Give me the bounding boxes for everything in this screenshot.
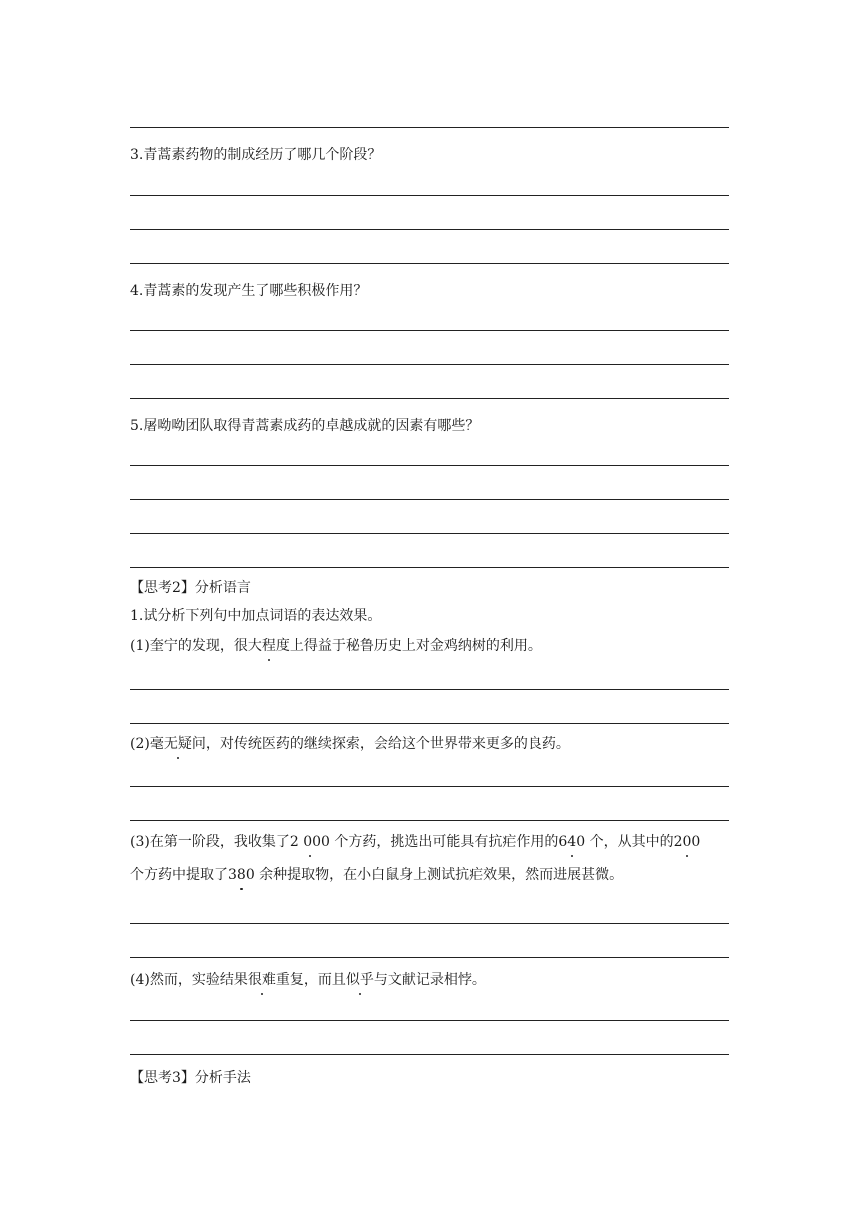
- section-heading-think2: 【思考2】分析语言: [130, 580, 251, 596]
- sentence-text: 个，从其中的: [585, 834, 674, 850]
- answer-line: [130, 786, 729, 787]
- answer-line: [130, 533, 729, 534]
- sentence-text: 重复，而且: [275, 972, 346, 988]
- answer-line: [130, 689, 729, 690]
- answer-line: [130, 330, 729, 331]
- dotted-phrase: 毫无疑问: [149, 736, 206, 752]
- sentence-text: (1)奎宁的发现，: [130, 638, 234, 654]
- answer-line: [130, 1020, 729, 1021]
- dotted-number: 200: [673, 834, 701, 850]
- answer-line: [130, 723, 729, 724]
- sentence-item-3-line1: [130, 832, 700, 852]
- sentence-item-3-line2: [130, 865, 623, 885]
- sentence-item-2: [130, 734, 570, 754]
- answer-line: [130, 195, 729, 196]
- sentence-text: 与文献记录相悖。: [373, 972, 486, 988]
- question-3: 3.青蒿素药物的制成经历了哪几个阶段？: [130, 147, 382, 163]
- answer-line: [130, 263, 729, 264]
- answer-line: [130, 398, 729, 399]
- sentence-text: 得益于秘鲁历史上对金鸡纳树的利用。: [303, 638, 542, 654]
- sentence-text: 余种提取物，在小白鼠身上测试抗疟效果，然而进展甚微。: [254, 867, 624, 883]
- dotted-number: 2 000: [289, 834, 330, 850]
- sentence-text: (2): [130, 736, 150, 752]
- dotted-phrase: 很难: [247, 972, 276, 988]
- sentence-text: 个方药，挑选出可能具有抗疟作用的: [329, 834, 559, 850]
- answer-line: [130, 229, 729, 230]
- sentence-item-4: [130, 970, 486, 990]
- sentence-text: 个方药中提取了: [130, 867, 228, 883]
- answer-line: [130, 127, 729, 128]
- answer-line: [130, 923, 729, 924]
- answer-line: [130, 364, 729, 365]
- dotted-phrase: 似乎: [345, 972, 374, 988]
- instruction-text: 1.试分析下列句中加点词语的表达效果。: [130, 608, 382, 624]
- section-heading-think3: 【思考3】分析手法: [130, 1070, 251, 1086]
- answer-line: [130, 499, 729, 500]
- answer-line: [130, 567, 729, 568]
- sentence-item-1: [130, 636, 542, 656]
- sentence-text: (3)在第一阶段，我收集了: [130, 834, 290, 850]
- answer-line: [130, 820, 729, 821]
- question-4: 4.青蒿素的发现产生了哪些积极作用？: [130, 283, 368, 299]
- dotted-number: 380: [228, 867, 255, 883]
- answer-line: [130, 957, 729, 958]
- sentence-text: ，对传统医药的继续探索，会给这个世界带来更多的良药。: [205, 736, 570, 752]
- dotted-number: 640: [558, 834, 586, 850]
- dotted-phrase: 很大程度上: [233, 638, 304, 654]
- question-5: 5.屠呦呦团队取得青蒿素成药的卓越成就的因素有哪些？: [130, 418, 480, 434]
- answer-line: [130, 1054, 729, 1055]
- answer-line: [130, 465, 729, 466]
- sentence-text: (4)然而，实验结果: [130, 972, 248, 988]
